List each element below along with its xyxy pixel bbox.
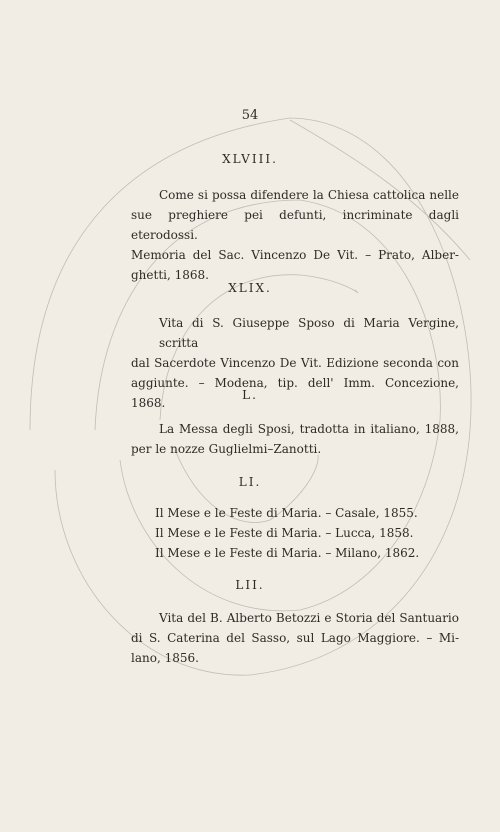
entry-line: Il Mese e le Feste di Maria. – Milano, 1862. xyxy=(155,546,420,560)
entry-line: per le nozze Guglielmi–Zanotti. xyxy=(131,442,322,456)
entry-line: lano, 1856. xyxy=(131,651,199,665)
section-heading: LII. xyxy=(235,578,265,592)
bibliography-entry xyxy=(131,419,459,459)
entry-line: ghetti, 1868. xyxy=(131,268,209,282)
section-heading: XLIX. xyxy=(228,281,272,295)
entry-line: Come si possa difendere la Chiesa cattolica nelle xyxy=(159,188,459,202)
section-heading: XLVIII. xyxy=(222,152,278,166)
entry-line: Memoria del Sac. Vincenzo De Vit. – Prato, Alber- xyxy=(131,248,459,262)
entry-line: di S. Caterina del Sasso, sul Lago Maggiore. – Mi- xyxy=(131,631,459,645)
page-number: 54 xyxy=(241,108,259,123)
bibliography-entry xyxy=(155,503,455,563)
bibliography-entry xyxy=(131,608,459,668)
entry-line: Vita di S. Giuseppe Sposo di Maria Vergine, scritta xyxy=(159,316,459,350)
entry-line: Il Mese e le Feste di Maria. – Lucca, 1858. xyxy=(155,526,414,540)
entry-line: sue preghiere pei defunti, incriminate dagli eterodossi. xyxy=(131,208,459,242)
entry-line: Vita del B. Alberto Betozzi e Storia del Santuario xyxy=(159,611,459,625)
entry-line: dal Sacerdote Vincenzo De Vit. Edizione seconda con xyxy=(131,356,459,370)
entry-line: Il Mese e le Feste di Maria. – Casale, 1855. xyxy=(155,506,418,520)
section-heading: LI. xyxy=(238,475,262,489)
entry-line: La Messa degli Sposi, tradotta in italiano, 1888, xyxy=(159,422,459,436)
bibliography-entry xyxy=(131,185,459,285)
entry-line: aggiunte. – Modena, tip. dell' Imm. Concezione, 1868. xyxy=(131,376,459,410)
section-heading: L. xyxy=(242,388,258,402)
